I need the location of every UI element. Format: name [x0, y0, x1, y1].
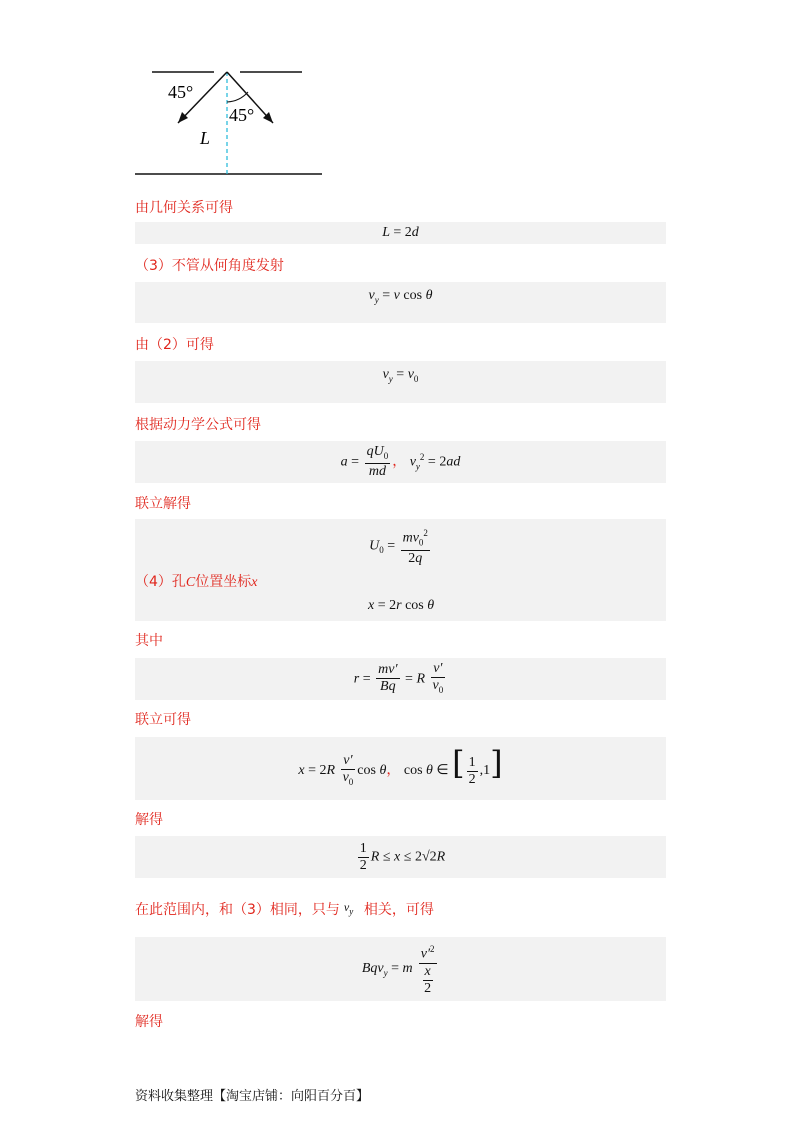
angle-left-label: 45° — [168, 82, 194, 102]
formula-box — [135, 441, 666, 483]
formula-L-eq-2d: L = 2d — [382, 225, 419, 240]
step-label: 联立解得 — [135, 496, 191, 512]
angle-right-label: 45° — [229, 105, 255, 125]
formula-x-bounds: $\frac{1}{2}$ R ≤ x ≤ 2√2R — [359, 840, 446, 873]
formula-vy-eq-vcos: $v_y = v$ cos θ — [368, 288, 433, 305]
formula-box — [135, 658, 666, 700]
formula-x-eq-2rcos: x = 2r cos θ — [368, 598, 435, 613]
formula-acceleration: a = $\frac{qU_0}{md}$ ， $v_y^2 = 2ad$ — [340, 443, 461, 480]
formula-box — [135, 222, 666, 244]
formula-lorentz: Bqv$_y$ = m $\frac{v'^2}{\frac{x}{2}}$ — [362, 941, 439, 997]
step-label: 解得 — [135, 812, 163, 828]
formula-U0: $U_0$ = $\frac{mv_0^2}{2q}$ — [369, 525, 432, 567]
formula-box — [135, 937, 666, 1001]
formula-x-range: x = 2R $\frac{v'}{v_0}$ cos θ， cos θ ∈ [ $\frac{1}{2}$ ,1] — [298, 744, 503, 787]
formula-vy-eq-v0: $v_y = v_0$ — [382, 367, 419, 384]
step-label: 其中 — [135, 633, 163, 649]
angle-arc — [227, 92, 248, 102]
step-label: 由几何关系可得 — [135, 200, 233, 216]
formula-box — [135, 836, 666, 878]
step-label-same-as-3: 在此范围内，和（3）相同，只与 $v_y$ 相关，可得 — [135, 900, 434, 918]
step-label: 联立可得 — [135, 712, 191, 728]
formula-radius: r = $\frac{mv'}{Bq}$ = R $\frac{v'}{v_0}$ — [353, 660, 444, 695]
step-label: 根据动力学公式可得 — [135, 417, 261, 433]
formula-box — [135, 282, 666, 323]
footer-source: 资料收集整理【淘宝店铺：向阳百分百】 — [135, 1089, 370, 1104]
step-label: 由（2）可得 — [135, 337, 214, 353]
formula-box — [135, 361, 666, 403]
length-label: L — [200, 128, 211, 148]
step-label: 解得 — [135, 1014, 163, 1030]
geometry-diagram — [130, 55, 330, 185]
step-label: （3）不管从何角度发射 — [135, 258, 284, 274]
formula-box — [135, 737, 666, 800]
step-label-part4: （4）孔C位置坐标x — [135, 574, 258, 590]
